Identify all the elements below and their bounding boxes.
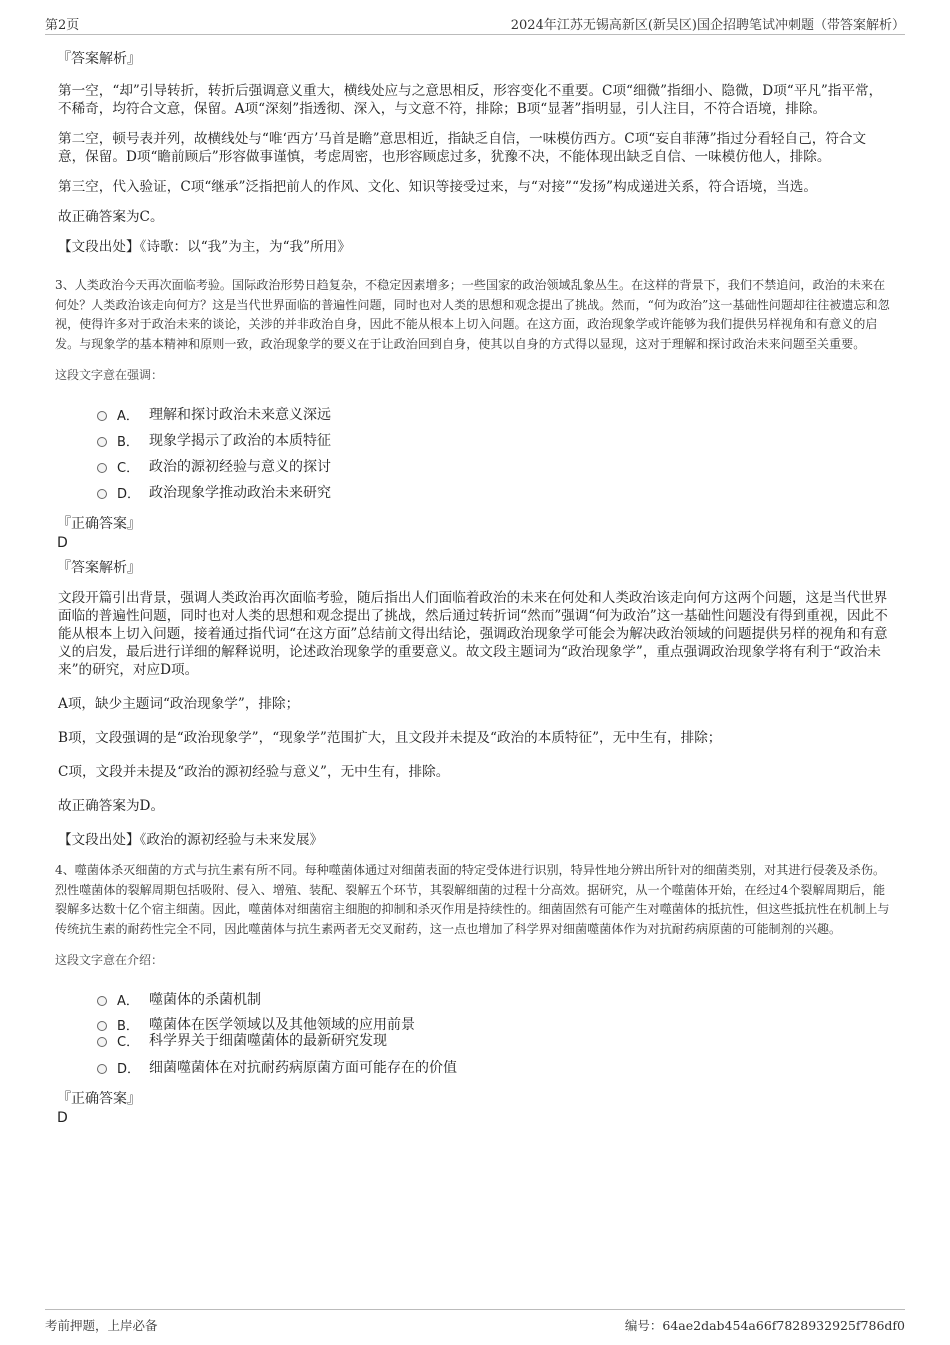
option-list bbox=[97, 986, 900, 1080]
page-footer bbox=[45, 1309, 905, 1332]
question-prompt: 这段文字意在介绍： bbox=[55, 953, 164, 967]
question-prompt: 这段文字意在强调： bbox=[55, 368, 164, 382]
radio-button[interactable] bbox=[97, 437, 107, 447]
page-header bbox=[45, 12, 905, 35]
document-title: 2024年江苏无锡高新区(新吴区)国企招聘笔试冲刺题（带答案解析） bbox=[510, 18, 905, 33]
analysis-label: 『答案解析』 bbox=[57, 560, 141, 576]
option-c[interactable]: C． 政治的源初经验与意义的探讨 bbox=[97, 453, 900, 479]
analysis-conclusion: 故正确答案为D。 bbox=[58, 798, 165, 814]
option-c[interactable]: C． 科学界关于细菌噬菌体的最新研究发现 bbox=[97, 1032, 900, 1048]
analysis-paragraph: 第二空，顿号表并列，故横线处与“唯‘西方’马首是瞻”意思相近，指缺乏自信，一味模仿西方。C项“妄自菲薄”指过分看轻自己，符合文意，保留。D项“瞻前顾后”形容做事谨慎，考虑周密，也形容顾虑过多，犹豫不决，不能体现出缺乏自信、一味模仿他人，排除。 bbox=[58, 131, 867, 165]
analysis-paragraph: 第一空，“却”引导转折，转折后强调意义重大，横线处应与之意思相反，形容变化不重要。C项“细微”指细小、隐微，D项“平凡”指平常，不稀奇，均符合文意，保留。A项“深刻”指透彻、深入，与文意不符，排除；B项“显著”指明显，引人注目，不符合语境，排除。 bbox=[58, 83, 883, 117]
radio-button[interactable] bbox=[97, 489, 107, 499]
radio-button[interactable] bbox=[97, 1037, 107, 1047]
option-d[interactable]: D． 细菌噬菌体在对抗耐药病原菌方面可能存在的价值 bbox=[97, 1054, 900, 1080]
option-text: 政治的源初经验与意义的探讨 bbox=[149, 459, 331, 475]
analysis-paragraph: A项，缺少主题词“政治现象学”，排除； bbox=[58, 696, 300, 712]
option-text: 现象学揭示了政治的本质特征 bbox=[149, 433, 331, 449]
option-text: 政治现象学推动政治未来研究 bbox=[149, 485, 331, 501]
correct-answer: D bbox=[57, 1110, 68, 1126]
option-d[interactable]: D． 政治现象学推动政治未来研究 bbox=[97, 479, 900, 505]
radio-button[interactable] bbox=[97, 996, 107, 1006]
analysis-label: 『答案解析』 bbox=[57, 51, 141, 67]
document-id: 编号：64ae2dab454a66f7828932925f786df0 bbox=[624, 1318, 905, 1333]
source-citation: 【文段出处】《政治的源初经验与未来发展》 bbox=[58, 832, 324, 848]
option-text: 理解和探讨政治未来意义深远 bbox=[149, 407, 331, 423]
radio-button[interactable] bbox=[97, 1021, 107, 1031]
option-list bbox=[97, 401, 900, 505]
correct-answer: D bbox=[57, 535, 68, 551]
page-number: 第2页 bbox=[45, 18, 80, 33]
option-a[interactable]: A． 噬菌体的杀菌机制 bbox=[97, 986, 900, 1012]
page-content bbox=[55, 48, 900, 1132]
analysis-paragraph: 第三空，代入验证，C项“继承”泛指把前人的作风、文化、知识等接受过来，与“对接”“发扬”构成递进关系，符合语境，当选。 bbox=[58, 179, 817, 195]
question-stem: 3、人类政治今天再次面临考验。国际政治形势日趋复杂，不稳定因素增多；一些国家的政治领域乱象丛生。在这样的背景下，我们不禁追问，政治的未来在何处？人类政治该走向何方？这是当代世界面临的普遍性问题，同时也对人类的思想和观念提出了挑战。然而，“何为政治”这一基础性问题却往往被遗忘和忽视，使得许多对于政治未来的谈论，关涉的并非政治自身，因此不能从根本上切入问题。在这方面，政治现象学或许能够为我们提供另样视角和有意义的启发。与现象学的基本精神和原则一致，政治现象学的要义在于让政治回到自身，使其以自身的方式得以显现，这对于理解和探讨政治未来问题至关重要。 bbox=[55, 278, 890, 351]
q2-analysis-section bbox=[55, 48, 900, 256]
footer-slogan: 考前押题，上岸必备 bbox=[45, 1318, 158, 1333]
analysis-paragraph: 文段开篇引出背景，强调人类政治再次面临考验，随后指出人们面临着政治的未来在何处和人类政治该走向何方这两个问题，这是当代世界面临的普遍性问题，同时也对人类的思想和观念提出了挑战，然后通过转折词“然而”强调“何为政治”这一基础性问题没有得到重视，因此不能从根本上切入问题，接着通过指代词“在这方面”总结前文得出结论，强调政治现象学可能会为解决政治领域的问题提供另样的视角和有意义的启发，最后进行详细的解释说明，论述政治现象学的重要意义。故文段主题词为“政治现象学”，重点强调政治现象学将有利于“政治未来”的研究，对应D项。 bbox=[58, 590, 888, 678]
option-text: 噬菌体的杀菌机制 bbox=[149, 992, 261, 1008]
question-4 bbox=[55, 861, 900, 1126]
radio-button[interactable] bbox=[97, 1064, 107, 1074]
radio-button[interactable] bbox=[97, 463, 107, 473]
option-text: 噬菌体在医学领域以及其他领域的应用前景 bbox=[149, 1017, 415, 1033]
correct-answer-label: 『正确答案』 bbox=[57, 516, 141, 532]
question-stem: 4、噬菌体杀灭细菌的方式与抗生素有所不同。每种噬菌体通过对细菌表面的特定受体进行识别，特异性地分辨出所针对的细菌类别，对其进行侵袭及杀伤。烈性噬菌体的裂解周期包括吸附、侵入、增殖、装配、裂解五个环节，其裂解细菌的过程十分高效。据研究，从一个噬菌体开始，在经过4个裂解周期后，能裂解多达数十亿个宿主细菌。因此，噬菌体对细菌宿主细胞的抑制和杀灭作用是持续性的。细菌固然有可能产生对噬菌体的抵抗性，但这些抵抗性在机制上与传统抗生素的耐药性完全不同，因此噬菌体与抗生素两者无交叉耐药，这一点也增加了科学界对细菌噬菌体作为对抗耐药病原菌的可能制剂的兴趣。 bbox=[55, 863, 890, 936]
radio-button[interactable] bbox=[97, 411, 107, 421]
analysis-paragraph: C项，文段并未提及“政治的源初经验与意义”，无中生有，排除。 bbox=[58, 764, 450, 780]
source-citation: 【文段出处】《诗歌：以“我”为主，为“我”所用》 bbox=[58, 239, 351, 255]
correct-answer-label: 『正确答案』 bbox=[57, 1091, 141, 1107]
option-text: 细菌噬菌体在对抗耐药病原菌方面可能存在的价值 bbox=[149, 1060, 457, 1076]
option-text: 科学界关于细菌噬菌体的最新研究发现 bbox=[149, 1033, 387, 1049]
option-b[interactable]: B． 噬菌体在医学领域以及其他领域的应用前景 bbox=[97, 1016, 900, 1032]
analysis-conclusion: 故正确答案为C。 bbox=[58, 209, 164, 225]
question-3 bbox=[55, 276, 900, 849]
option-b[interactable]: B． 现象学揭示了政治的本质特征 bbox=[97, 427, 900, 453]
option-a[interactable]: A． 理解和探讨政治未来意义深远 bbox=[97, 401, 900, 427]
analysis-paragraph: B项，文段强调的是“政治现象学”，“现象学”范围扩大，且文段并未提及“政治的本质特征”，无中生有，排除； bbox=[58, 730, 722, 746]
